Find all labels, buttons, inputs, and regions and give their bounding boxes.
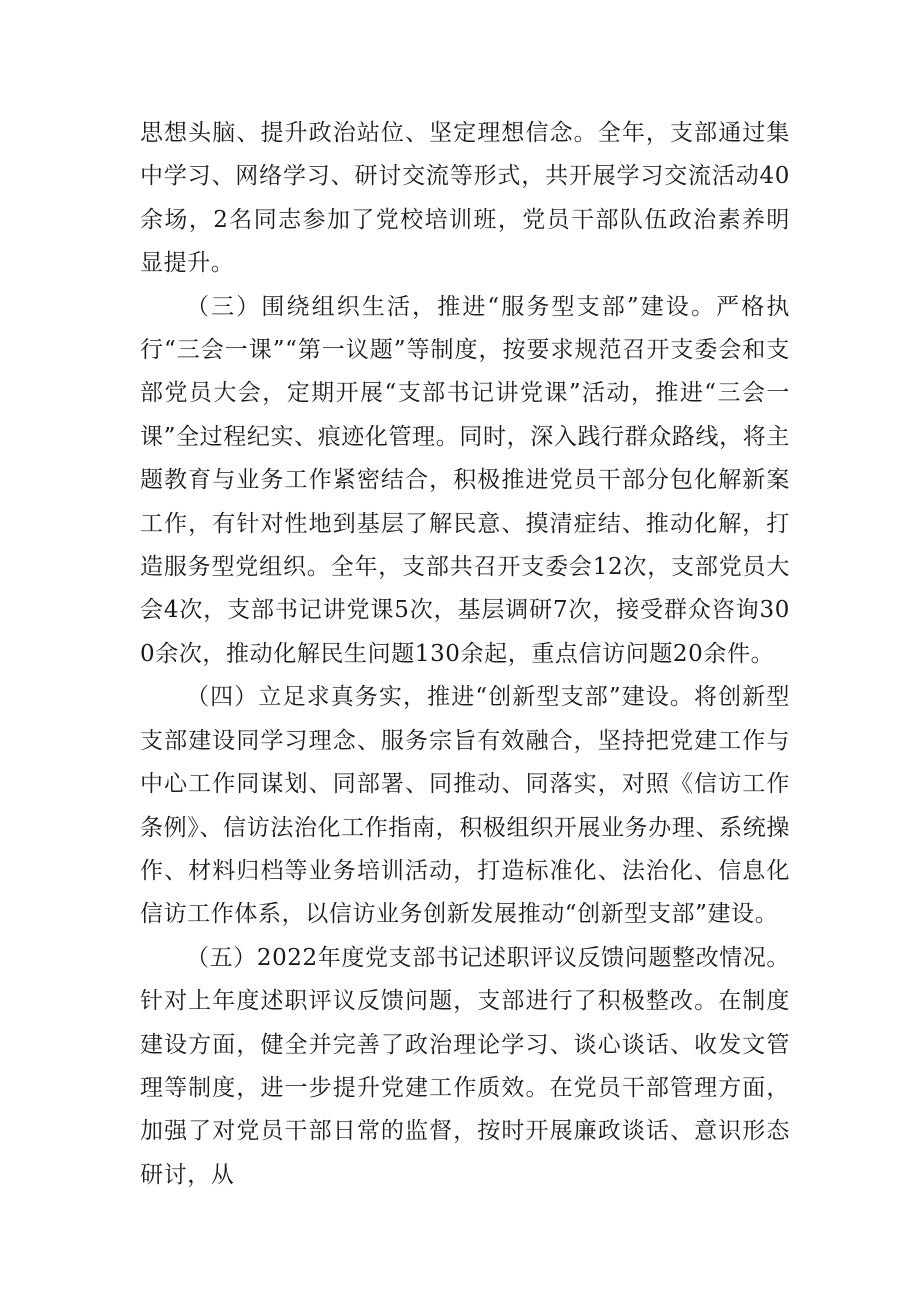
paragraph-3: （四）立足求真务实，推进“创新型支部”建设。将创新型支部建设同学习理念、服务宗旨有效融合，坚持把党建工作与中心工作同谋划、同部署、同推动、同落实，对照《信访工作条例》、信访法治化工作指南，积极组织开展业务办理、系统操作、材料归档等业务培训活动，打造标准化、法治化、信息化信访工作体系，以信访业务创新发展推动“创新型支部”建设。	[140, 684, 790, 928]
document-body	[140, 112, 790, 1197]
paragraph-4: （五）2022年度党支部书记述职评议反馈问题整改情况。针对上年度述职评议反馈问题，支部进行了积极整改。在制度建设方面，健全并完善了政治理论学习、谈心谈话、收发文管理等制度，进一步提升党建工作质效。在党员干部管理方面，加强了对党员干部日常的监督，按时开展廉政谈话、意识形态研讨，从	[140, 944, 790, 1188]
paragraph-1: 思想头脑、提升政治站位、坚定理想信念。全年，支部通过集中学习、网络学习、研讨交流等形式，共开展学习交流活动40余场，2名同志参加了党校培训班，党员干部队伍政治素养明显提升。	[140, 120, 790, 277]
paragraph-2: （三）围绕组织生活，推进“服务型支部”建设。严格执行“三会一课”“第一议题”等制度，按要求规范召开支委会和支部党员大会，定期开展“支部书记讲党课”活动，推进“三会一课”全过程纪实、痕迹化管理。同时，深入践行群众路线，将主题教育与业务工作紧密结合，积极推进党员干部分包化解新案工作，有针对性地到基层了解民意、摸清症结、推动化解，打造服务型党组织。全年，支部共召开支委会12次，支部党员大会4次，支部书记讲党课5次，基层调研7次，接受群众咨询300余次，推动化解民生问题130余起，重点信访问题20余件。	[140, 293, 790, 667]
